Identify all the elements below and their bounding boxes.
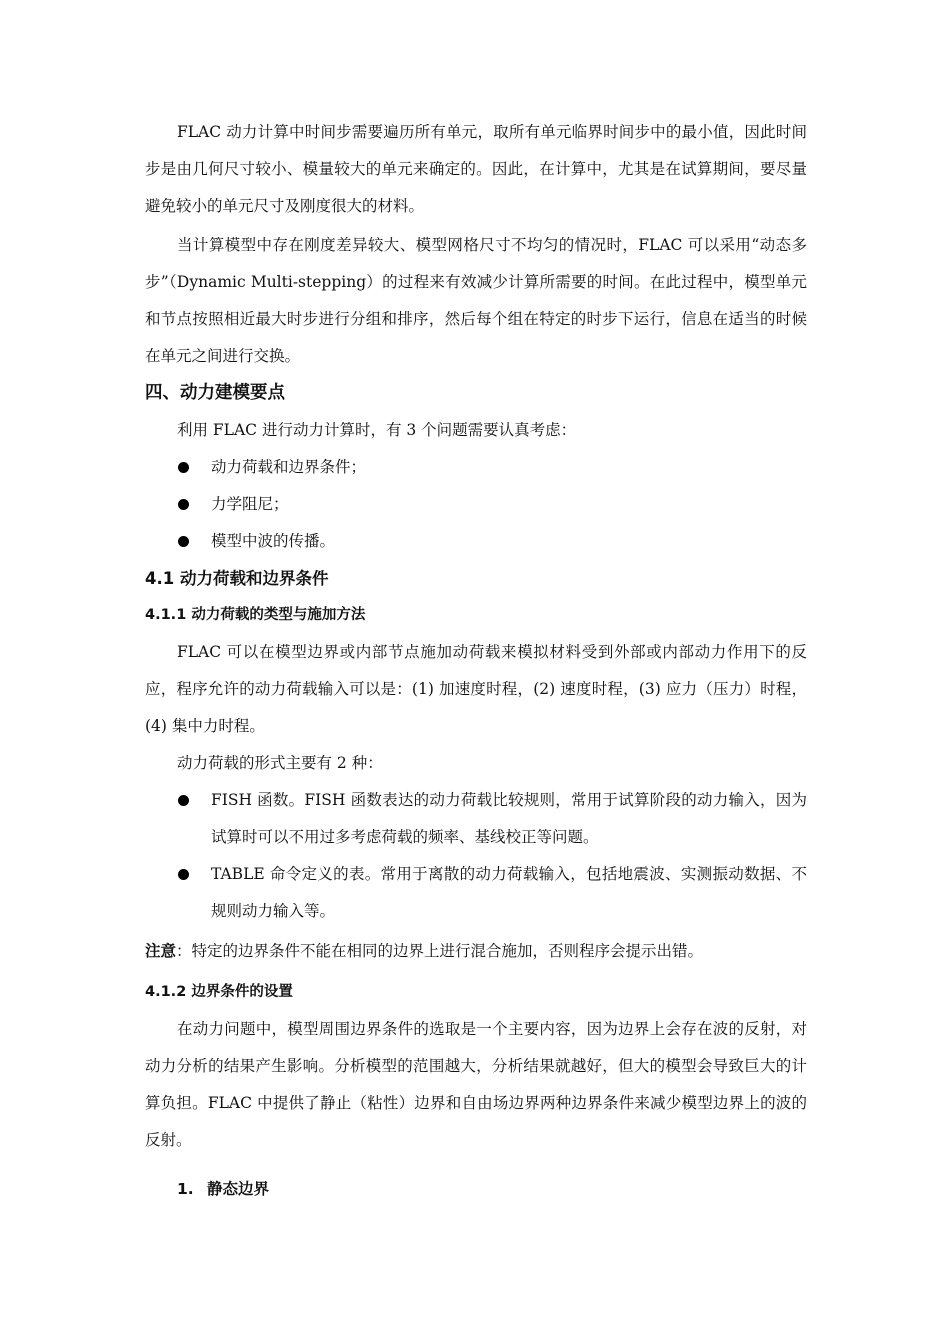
section-4-bullet-list xyxy=(145,449,807,560)
section-4-intro: 利用 FLAC 进行动力计算时，有 3 个问题需要认真考虑： xyxy=(177,421,577,439)
paragraph-load-types: FLAC 可以在模型边界或内部节点施加动荷载来模拟材料受到外部或内部动力作用下的反应，程序允许的动力荷载输入可以是：(1) 加速度时程，(2) 速度时程，(3) 应力（压力）时程，(4) 集中力时程。 xyxy=(145,643,807,735)
numbered-heading-number: 1. xyxy=(177,1180,194,1198)
section-heading-4-1-1: 4.1.1 动力荷载的类型与施加方法 xyxy=(145,607,366,623)
bullet-dot-icon xyxy=(178,536,189,547)
note-text: ：特定的边界条件不能在相同的边界上进行混合施加，否则程序会提示出错。 xyxy=(176,942,704,960)
note-paragraph xyxy=(145,932,807,970)
note-label: 注意 xyxy=(145,941,177,960)
load-forms-bullet-list xyxy=(145,782,807,930)
paragraph-timestep: FLAC 动力计算中时间步需要遍历所有单元，取所有单元临界时间步中的最小值，因此时间步是由几何尺寸较小、模量较大的单元来确定的。因此，在计算中，尤其是在试算期间，要尽量避免较小的单元尺寸及刚度很大的材料。 xyxy=(145,123,807,215)
bullet-dot-icon xyxy=(178,869,189,880)
section-heading-4: 四、动力建模要点 xyxy=(145,383,285,403)
section-heading-4-1: 4.1 动力荷载和边界条件 xyxy=(145,569,329,588)
list-item: 力学阻尼； xyxy=(145,486,807,523)
numbered-heading-static-boundary xyxy=(145,1171,807,1208)
list-item: 模型中波的传播。 xyxy=(145,523,807,560)
bullet-dot-icon xyxy=(178,499,189,510)
paragraph-boundary-conditions: 在动力问题中，模型周围边界条件的选取是一个主要内容，因为边界上会存在波的反射，对动力分析的结果产生影响。分析模型的范围越大，分析结果就越好，但大的模型会导致巨大的计算负担。FLAC 中提供了静止（粘性）边界和自由场边界两种边界条件来减少模型边界上的波的反射。 xyxy=(145,1020,807,1149)
paragraph-multistepping: 当计算模型中存在刚度差异较大、模型网格尺寸不均匀的情况时，FLAC 可以采用“动态多步”（Dynamic Multi-stepping）的过程来有效减少计算所需要的时间。在此过程中，模型单元和节点按照相近最大时步进行分组和排序，然后每个组在特定的时步下运行，信息在适当的时候在单元之间进行交换。 xyxy=(145,236,807,365)
bullet-dot-icon xyxy=(178,795,189,806)
section-heading-4-1-2: 4.1.2 边界条件的设置 xyxy=(145,984,293,1000)
bullet-dot-icon xyxy=(178,462,189,473)
paragraph-load-forms: 动力荷载的形式主要有 2 种： xyxy=(177,754,383,772)
list-item: TABLE 命令定义的表。常用于离散的动力荷载输入，包括地震波、实测振动数据、不规则动力输入等。 xyxy=(145,856,807,930)
numbered-heading-title: 静态边界 xyxy=(207,1180,270,1198)
document-body xyxy=(145,114,807,1208)
list-item: FISH 函数。FISH 函数表达的动力荷载比较规则，常用于试算阶段的动力输入，因为试算时可以不用过多考虑荷载的频率、基线校正等问题。 xyxy=(145,782,807,856)
list-item: 动力荷载和边界条件； xyxy=(145,449,807,486)
